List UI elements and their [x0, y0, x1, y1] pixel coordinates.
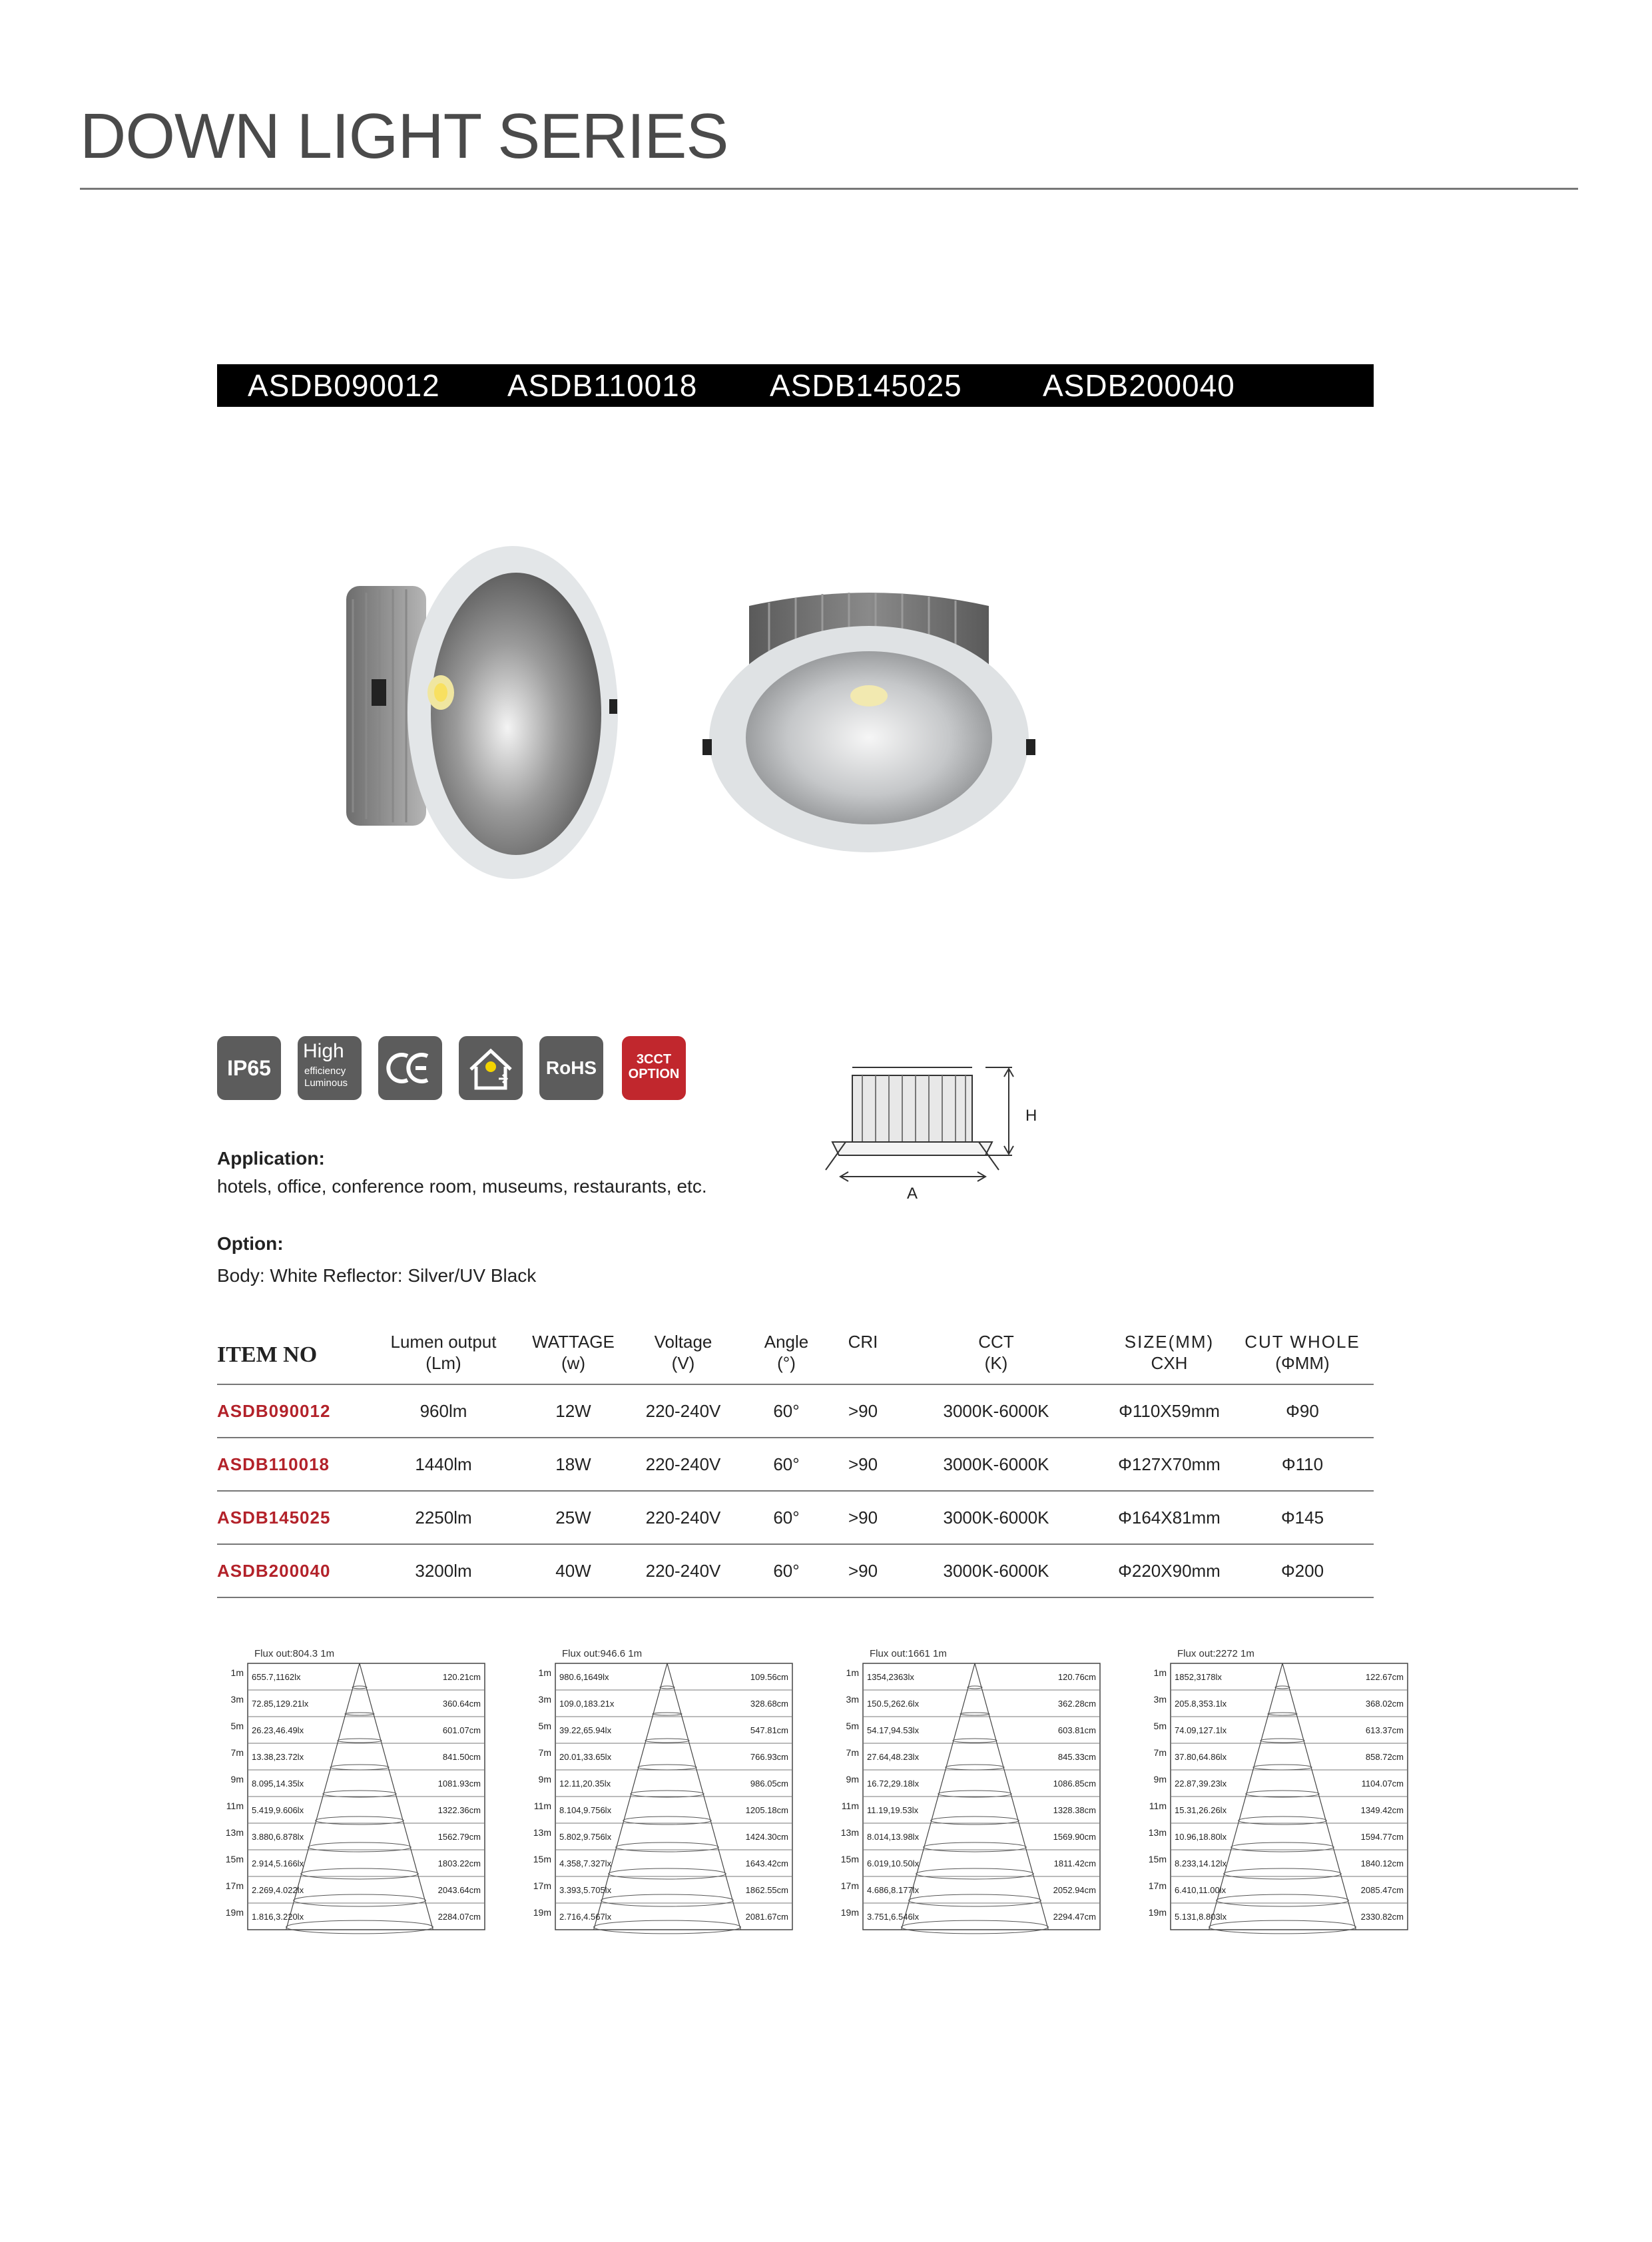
lux-value: 5.131,8.803lx	[1175, 1912, 1227, 1922]
voltage-value: 220-240V	[645, 1561, 721, 1581]
beam-spot-ellipse	[909, 1894, 1041, 1906]
beam-spot-ellipse	[308, 1842, 412, 1852]
flux-label: Flux out:804.3 1m	[254, 1648, 335, 1659]
lux-value: 20.01,33.65lx	[559, 1752, 612, 1762]
beam-spot-ellipse	[1231, 1842, 1334, 1852]
lux-value: 3.393,5.705lx	[559, 1885, 612, 1895]
header-item-no: ITEM NO	[217, 1342, 318, 1367]
distance-label: 7m	[538, 1747, 551, 1758]
lux-value: 8.014,13.98lx	[867, 1832, 920, 1842]
model-number: ASDB090012	[248, 368, 440, 403]
rohs-badge	[539, 1036, 603, 1100]
beam-spot-ellipse	[660, 1686, 675, 1689]
beam-spot-ellipse	[294, 1894, 426, 1906]
angle-value: 60°	[773, 1454, 800, 1474]
beam-spot-ellipse	[330, 1765, 389, 1770]
lux-value: 16.72,29.18lx	[867, 1779, 920, 1789]
beam-diameter-value: 1840.12cm	[1360, 1858, 1404, 1868]
beam-spot-ellipse	[653, 1713, 682, 1715]
beam-diameter-value: 120.76cm	[1057, 1672, 1096, 1682]
beam-diameter-value: 1643.42cm	[745, 1858, 788, 1868]
lumen-value: 960lm	[419, 1401, 467, 1421]
size-value: Φ164X81mm	[1118, 1508, 1221, 1528]
distance-label: 7m	[1153, 1747, 1167, 1758]
beam-chart-svg	[521, 1643, 794, 1936]
distance-label: 15m	[225, 1854, 244, 1864]
cri-value: >90	[848, 1454, 878, 1474]
distance-label: 13m	[1148, 1827, 1167, 1838]
distance-label: 13m	[840, 1827, 859, 1838]
distance-label: 15m	[533, 1854, 551, 1864]
badge-label: IP65	[227, 1056, 271, 1080]
height-label: H	[1025, 1107, 1037, 1125]
distance-label: 15m	[840, 1854, 859, 1864]
beam-diameter-value: 122.67cm	[1365, 1672, 1404, 1682]
beam-spot-ellipse	[286, 1920, 433, 1934]
beam-diameter-value: 109.56cm	[750, 1672, 788, 1682]
wattage-value: 40W	[555, 1561, 591, 1581]
beam-diameter-value: 601.07cm	[442, 1725, 481, 1735]
header-lumen: Lumen output	[390, 1332, 497, 1352]
lux-value: 39.22,65.94lx	[559, 1725, 612, 1735]
lux-value: 1.816,3.220lx	[252, 1912, 304, 1922]
beam-diameter-value: 841.50cm	[442, 1752, 481, 1762]
distance-label: 7m	[846, 1747, 859, 1758]
option-text: Body: White Reflector: Silver/UV Black	[217, 1265, 537, 1286]
beam-spot-ellipse	[1217, 1894, 1349, 1906]
beam-spot-ellipse	[1253, 1765, 1312, 1770]
distance-label: 3m	[1153, 1694, 1167, 1705]
house-light-icon	[459, 1036, 523, 1100]
beam-diameter-value: 1862.55cm	[745, 1885, 788, 1895]
width-label: A	[907, 1185, 918, 1203]
lux-value: 22.87,39.23lx	[1175, 1779, 1227, 1789]
beam-diameter-value: 1424.30cm	[745, 1832, 788, 1842]
distance-label: 9m	[538, 1774, 551, 1785]
distance-label: 1m	[1153, 1667, 1167, 1678]
product-photo-angled	[333, 526, 626, 886]
header-voltage-unit: (V)	[671, 1353, 695, 1373]
beam-spot-ellipse	[1260, 1739, 1304, 1743]
distance-label: 11m	[533, 1801, 551, 1811]
distance-label: 3m	[230, 1694, 244, 1705]
badge-label: OPTION	[628, 1067, 680, 1081]
beam-spot-ellipse	[967, 1686, 982, 1689]
header-angle-unit: (°)	[777, 1353, 796, 1373]
distance-label: 19m	[1148, 1907, 1167, 1918]
lux-value: 655.7,1162lx	[252, 1672, 301, 1682]
beam-spot-ellipse	[953, 1739, 997, 1743]
beam-diameter-value: 328.68cm	[750, 1699, 788, 1709]
distance-label: 7m	[230, 1747, 244, 1758]
header-wattage-unit: (w)	[561, 1353, 586, 1373]
voltage-value: 220-240V	[645, 1401, 721, 1421]
beam-spot-ellipse	[1224, 1868, 1342, 1879]
cct-value: 3000K-6000K	[943, 1561, 1049, 1581]
beam-spot-ellipse	[645, 1739, 689, 1743]
high-efficiency-badge	[298, 1036, 362, 1100]
lux-value: 1852,3178lx	[1175, 1672, 1222, 1682]
item-number: ASDB145025	[217, 1508, 331, 1528]
cut-hole-value: Φ145	[1280, 1508, 1324, 1528]
beam-spot-ellipse	[345, 1713, 374, 1715]
beam-chart-svg	[1136, 1643, 1409, 1936]
wattage-value: 12W	[555, 1401, 591, 1421]
badge-label: 3CCT	[636, 1052, 672, 1067]
lux-value: 2.269,4.022lx	[252, 1885, 304, 1895]
lux-value: 8.095,14.35lx	[252, 1779, 304, 1789]
header-voltage: Voltage	[654, 1332, 712, 1352]
beam-chart	[213, 1643, 486, 1936]
distance-label: 13m	[533, 1827, 551, 1838]
beam-spot-ellipse	[609, 1868, 726, 1879]
beam-spot-ellipse	[631, 1791, 704, 1797]
lux-value: 109.0,183.21x	[559, 1699, 615, 1709]
ip65-badge	[217, 1036, 281, 1100]
angle-value: 60°	[773, 1401, 800, 1421]
header-cct-unit: (K)	[984, 1353, 1008, 1373]
cct-value: 3000K-6000K	[943, 1508, 1049, 1528]
beam-spot-ellipse	[1209, 1920, 1356, 1934]
lux-value: 54.17,94.53lx	[867, 1725, 920, 1735]
lux-value: 2.716,4.567lx	[559, 1912, 612, 1922]
option-heading: Option:	[217, 1233, 284, 1254]
badge-label: High	[303, 1040, 344, 1062]
model-number-bar	[217, 364, 1374, 407]
beam-diameter-value: 1569.90cm	[1053, 1832, 1096, 1842]
distance-label: 11m	[1149, 1801, 1167, 1811]
cri-value: >90	[848, 1561, 878, 1581]
3cct-option-badge	[622, 1036, 686, 1100]
model-number: ASDB110018	[507, 368, 698, 403]
distance-label: 3m	[846, 1694, 859, 1705]
distance-label: 11m	[841, 1801, 859, 1811]
lux-value: 980.6,1649lx	[559, 1672, 609, 1682]
beam-diameter-value: 2294.47cm	[1053, 1912, 1096, 1922]
distance-label: 11m	[226, 1801, 244, 1811]
badge-label: Luminous	[304, 1077, 348, 1089]
beam-diameter-value: 360.64cm	[442, 1699, 481, 1709]
beam-diameter-value: 2043.64cm	[437, 1885, 481, 1895]
beam-diameter-value: 613.37cm	[1365, 1725, 1404, 1735]
beam-spot-ellipse	[601, 1894, 734, 1906]
distance-label: 15m	[1148, 1854, 1167, 1864]
product-photo-front	[702, 579, 1035, 859]
angle-value: 60°	[773, 1508, 800, 1528]
beam-spot-ellipse	[916, 1868, 1034, 1879]
beam-spot-ellipse	[352, 1686, 367, 1689]
distance-label: 5m	[846, 1721, 859, 1731]
flux-label: Flux out:1661 1m	[870, 1648, 947, 1659]
distance-label: 9m	[1153, 1774, 1167, 1785]
beam-spot-ellipse	[946, 1765, 1004, 1770]
beam-chart-svg	[213, 1643, 486, 1936]
lux-value: 15.31,26.26lx	[1175, 1805, 1227, 1815]
cri-value: >90	[848, 1508, 878, 1528]
size-value: Φ110X59mm	[1119, 1401, 1220, 1421]
badge-label: efficiency	[304, 1065, 346, 1077]
beam-diameter-value: 1086.85cm	[1053, 1779, 1096, 1789]
beam-diameter-value: 120.21cm	[442, 1672, 481, 1682]
size-value: Φ220X90mm	[1118, 1561, 1221, 1581]
model-number: ASDB200040	[1043, 368, 1235, 403]
header-wattage: WATTAGE	[532, 1332, 615, 1352]
beam-diameter-value: 1811.42cm	[1053, 1858, 1096, 1868]
lux-value: 5.802,9.756lx	[559, 1832, 612, 1842]
beam-spot-ellipse	[616, 1842, 719, 1852]
lux-value: 3.880,6.878lx	[252, 1832, 304, 1842]
lux-value: 2.914,5.166lx	[252, 1858, 304, 1868]
header-size-unit: CXH	[1151, 1353, 1188, 1373]
table-row	[217, 1490, 1374, 1543]
item-number: ASDB090012	[217, 1401, 331, 1421]
beam-spot-ellipse	[938, 1791, 1011, 1797]
beam-diameter-value: 603.81cm	[1057, 1725, 1096, 1735]
size-value: Φ127X70mm	[1118, 1454, 1221, 1474]
header-cct: CCT	[978, 1332, 1014, 1352]
beam-spot-ellipse	[594, 1920, 741, 1934]
beam-spot-ellipse	[338, 1739, 382, 1743]
beam-chart	[1136, 1643, 1409, 1936]
lux-value: 26.23,46.49lx	[252, 1725, 304, 1735]
distance-label: 19m	[840, 1907, 859, 1918]
cct-value: 3000K-6000K	[943, 1454, 1049, 1474]
beam-diameter-value: 766.93cm	[750, 1752, 788, 1762]
lux-value: 8.233,14.12lx	[1175, 1858, 1227, 1868]
application-text: hotels, office, conference room, museums, restaurants, etc.	[217, 1176, 707, 1197]
beam-spot-ellipse	[1246, 1791, 1319, 1797]
beam-spot-ellipse	[960, 1713, 989, 1715]
beam-diameter-value: 1803.22cm	[437, 1858, 481, 1868]
distance-label: 3m	[538, 1694, 551, 1705]
distance-label: 1m	[538, 1667, 551, 1678]
beam-spot-ellipse	[638, 1765, 696, 1770]
lux-value: 13.38,23.72lx	[252, 1752, 304, 1762]
beam-diameter-value: 368.02cm	[1365, 1699, 1404, 1709]
lux-value: 72.85,129.21lx	[252, 1699, 309, 1709]
beam-diameter-value: 1328.38cm	[1053, 1805, 1096, 1815]
beam-spot-ellipse	[301, 1868, 419, 1879]
distance-label: 9m	[230, 1774, 244, 1785]
lux-value: 3.751,6.546lx	[867, 1912, 920, 1922]
beam-diameter-value: 845.33cm	[1057, 1752, 1096, 1762]
table-row	[217, 1543, 1374, 1598]
cut-hole-value: Φ90	[1286, 1401, 1319, 1421]
beam-diameter-value: 2330.82cm	[1360, 1912, 1404, 1922]
header-cut-hole-unit: (ΦMM)	[1275, 1353, 1330, 1373]
table-row	[217, 1437, 1374, 1490]
distance-label: 17m	[1148, 1880, 1167, 1891]
page-title: DOWN LIGHT SERIES	[80, 101, 728, 172]
beam-diameter-value: 2081.67cm	[745, 1912, 788, 1922]
beam-spot-ellipse	[323, 1791, 396, 1797]
indoor-use-badge	[459, 1036, 523, 1100]
lux-value: 4.686,8.177lx	[867, 1885, 920, 1895]
distance-label: 17m	[533, 1880, 551, 1891]
beam-spot-ellipse	[1268, 1713, 1297, 1715]
ce-mark-icon	[378, 1036, 442, 1100]
flux-label: Flux out:2272 1m	[1177, 1648, 1254, 1659]
distance-label: 19m	[225, 1907, 244, 1918]
beam-chart	[828, 1643, 1101, 1936]
lux-value: 8.104,9.756lx	[559, 1805, 612, 1815]
distance-label: 1m	[230, 1667, 244, 1678]
lux-value: 10.96,18.80lx	[1175, 1832, 1227, 1842]
cut-hole-value: Φ110	[1281, 1454, 1324, 1474]
title-divider	[80, 188, 1578, 190]
lux-value: 150.5,262.6lx	[867, 1699, 920, 1709]
distance-label: 5m	[230, 1721, 244, 1731]
lux-value: 205.8,353.1lx	[1175, 1699, 1227, 1709]
cct-value: 3000K-6000K	[943, 1401, 1049, 1421]
flux-label: Flux out:946.6 1m	[562, 1648, 643, 1659]
beam-diameter-value: 2085.47cm	[1360, 1885, 1404, 1895]
distance-label: 1m	[846, 1667, 859, 1678]
beam-diameter-value: 858.72cm	[1365, 1752, 1404, 1762]
header-cri: CRI	[848, 1332, 878, 1352]
cut-hole-value: Φ200	[1280, 1561, 1324, 1581]
lux-value: 37.80,64.86lx	[1175, 1752, 1227, 1762]
header-lumen-unit: (Lm)	[425, 1353, 461, 1373]
item-number: ASDB110018	[217, 1454, 330, 1474]
distance-label: 13m	[225, 1827, 244, 1838]
beam-diameter-value: 547.81cm	[750, 1725, 788, 1735]
lux-value: 11.19,19.53lx	[867, 1805, 919, 1815]
lux-value: 6.410,11.00lx	[1175, 1885, 1227, 1895]
beam-diameter-value: 1104.07cm	[1361, 1779, 1404, 1789]
header-size: SIZE(MM)	[1124, 1332, 1215, 1352]
distance-label: 5m	[1153, 1721, 1167, 1731]
beam-spot-ellipse	[924, 1842, 1027, 1852]
beam-diameter-value: 1081.93cm	[437, 1779, 481, 1789]
cri-value: >90	[848, 1401, 878, 1421]
table-row	[217, 1384, 1374, 1437]
beam-diameter-value: 1322.36cm	[437, 1805, 481, 1815]
lux-value: 74.09,127.1lx	[1175, 1725, 1227, 1735]
wattage-value: 25W	[555, 1508, 591, 1528]
lux-value: 6.019,10.50lx	[867, 1858, 920, 1868]
angle-value: 60°	[773, 1561, 800, 1581]
distance-label: 19m	[533, 1907, 551, 1918]
ce-mark-badge	[378, 1036, 442, 1100]
model-number: ASDB145025	[770, 368, 962, 403]
voltage-value: 220-240V	[645, 1454, 721, 1474]
lux-value: 4.358,7.327lx	[559, 1858, 612, 1868]
beam-diameter-value: 2284.07cm	[437, 1912, 481, 1922]
item-number: ASDB200040	[217, 1561, 331, 1581]
lumen-value: 3200lm	[415, 1561, 472, 1581]
lumen-value: 2250lm	[415, 1508, 472, 1528]
lux-value: 27.64,48.23lx	[867, 1752, 920, 1762]
beam-diameter-value: 1349.42cm	[1360, 1805, 1404, 1815]
lux-value: 5.419,9.606lx	[252, 1805, 304, 1815]
beam-spot-ellipse	[1275, 1686, 1290, 1689]
wattage-value: 18W	[555, 1454, 591, 1474]
beam-diameter-value: 362.28cm	[1057, 1699, 1096, 1709]
beam-diameter-value: 986.05cm	[750, 1779, 788, 1789]
lux-value: 12.11,20.35lx	[559, 1779, 611, 1789]
header-cut-hole: CUT WHOLE	[1244, 1332, 1360, 1352]
beam-diameter-value: 1205.18cm	[745, 1805, 788, 1815]
distance-label: 5m	[538, 1721, 551, 1731]
lumen-value: 1440lm	[415, 1454, 472, 1474]
beam-chart	[521, 1643, 794, 1936]
dimension-diagram	[806, 1055, 1045, 1209]
header-angle: Angle	[764, 1332, 809, 1352]
beam-diameter-value: 1594.77cm	[1360, 1832, 1404, 1842]
beam-diameter-value: 2052.94cm	[1053, 1885, 1096, 1895]
beam-diameter-value: 1562.79cm	[437, 1832, 481, 1842]
voltage-value: 220-240V	[645, 1508, 721, 1528]
application-heading: Application:	[217, 1148, 325, 1169]
lux-value: 1354,2363lx	[867, 1672, 914, 1682]
beam-spot-ellipse	[902, 1920, 1049, 1934]
beam-chart-svg	[828, 1643, 1101, 1936]
distance-label: 17m	[840, 1880, 859, 1891]
distance-label: 9m	[846, 1774, 859, 1785]
distance-label: 17m	[225, 1880, 244, 1891]
badge-label: RoHS	[545, 1057, 597, 1078]
